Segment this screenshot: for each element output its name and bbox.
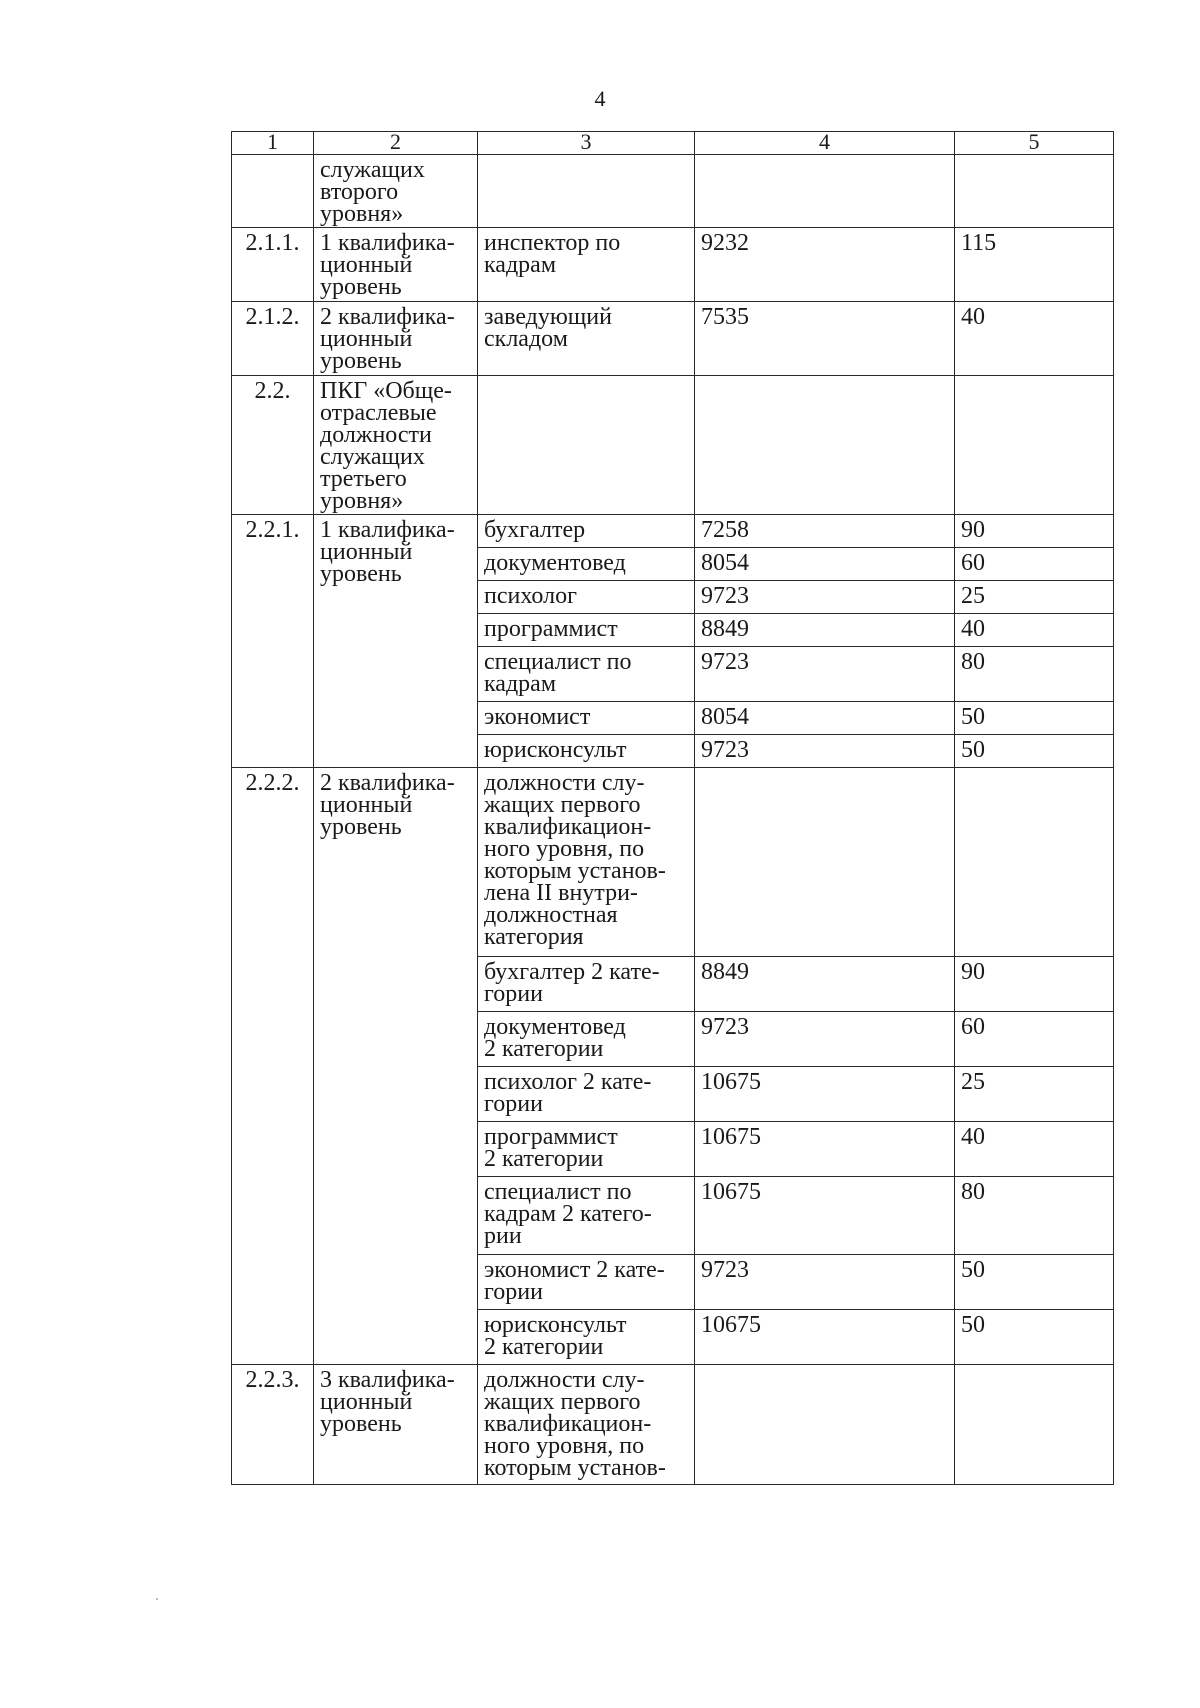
- column-number-4: 4: [695, 132, 955, 155]
- staff-positions-table: [231, 131, 1114, 1485]
- value-cell: 9723: [695, 735, 955, 768]
- value-cell: 50: [955, 702, 1114, 735]
- value-cell: 10675: [695, 1122, 955, 1177]
- qualification-level-cell: 1 квалифика- ционный уровень: [314, 228, 478, 302]
- value-cell: 115: [955, 228, 1114, 302]
- position-cell: инспектор по кадрам: [478, 228, 695, 302]
- value-cell: 8849: [695, 957, 955, 1012]
- position-cell: должности слу- жащих первого квалификацион- ного уровня, по которым установ- лена II внутри- должностная категория: [478, 768, 695, 957]
- position-cell: должности слу- жащих первого квалификацион- ного уровня, по которым установ-: [478, 1365, 695, 1485]
- qualification-level-cell: 3 квалифика- ционный уровень: [314, 1365, 478, 1485]
- qualification-group-cell: служащих второго уровня»: [314, 155, 478, 228]
- qualification-level-cell: 1 квалифика- ционный уровень: [314, 515, 478, 768]
- value-cell: 40: [955, 614, 1114, 647]
- value-cell: 9723: [695, 581, 955, 614]
- value-cell: [695, 768, 955, 957]
- value-cell: 40: [955, 302, 1114, 376]
- row-code-cell: 2.2.3.: [232, 1365, 314, 1485]
- value-cell: 8054: [695, 702, 955, 735]
- position-cell: документовед 2 категории: [478, 1012, 695, 1067]
- row-code-cell: 2.1.1.: [232, 228, 314, 302]
- column-number-header-row: [232, 132, 1114, 155]
- value-cell: 9723: [695, 647, 955, 702]
- value-cell: 80: [955, 1177, 1114, 1255]
- value-cell: 60: [955, 1012, 1114, 1067]
- value-cell: [955, 768, 1114, 957]
- position-cell: психолог: [478, 581, 695, 614]
- value-cell: 9232: [695, 228, 955, 302]
- value-cell: [955, 1365, 1114, 1485]
- qualification-level-cell: 2 квалифика- ционный уровень: [314, 302, 478, 376]
- position-cell: программист 2 категории: [478, 1122, 695, 1177]
- position-cell: экономист 2 кате- гории: [478, 1255, 695, 1310]
- table-row: [232, 768, 1114, 957]
- row-code-cell: 2.2.: [232, 376, 314, 515]
- value-cell: 25: [955, 1067, 1114, 1122]
- value-cell: 9723: [695, 1012, 955, 1067]
- column-number-3: 3: [478, 132, 695, 155]
- value-cell: 10675: [695, 1310, 955, 1365]
- value-cell: 80: [955, 647, 1114, 702]
- position-cell: программист: [478, 614, 695, 647]
- position-cell: бухгалтер 2 кате- гории: [478, 957, 695, 1012]
- column-number-5: 5: [955, 132, 1114, 155]
- value-cell: 50: [955, 1310, 1114, 1365]
- position-cell: [478, 155, 695, 228]
- value-cell: 10675: [695, 1177, 955, 1255]
- row-code-cell: 2.1.2.: [232, 302, 314, 376]
- page-number: 4: [594, 86, 606, 111]
- value-cell: 7258: [695, 515, 955, 548]
- value-cell: [955, 376, 1114, 515]
- value-cell: 60: [955, 548, 1114, 581]
- row-code-cell: [232, 155, 314, 228]
- value-cell: [695, 155, 955, 228]
- position-cell: юрисконсульт 2 категории: [478, 1310, 695, 1365]
- value-cell: 50: [955, 735, 1114, 768]
- table-row: [232, 376, 1114, 515]
- column-number-1: 1: [232, 132, 314, 155]
- row-code-cell: 2.2.1.: [232, 515, 314, 768]
- column-number-2: 2: [314, 132, 478, 155]
- table-row: [232, 515, 1114, 548]
- value-cell: 90: [955, 957, 1114, 1012]
- qualification-group-cell: ПКГ «Обще- отраслевые должности служащих третьего уровня»: [314, 376, 478, 515]
- value-cell: [695, 1365, 955, 1485]
- table-row: [232, 155, 1114, 228]
- position-cell: документовед: [478, 548, 695, 581]
- qualification-level-cell: 2 квалифика- ционный уровень: [314, 768, 478, 1365]
- value-cell: [955, 155, 1114, 228]
- row-code-cell: 2.2.2.: [232, 768, 314, 1365]
- value-cell: [695, 376, 955, 515]
- position-cell: экономист: [478, 702, 695, 735]
- value-cell: 25: [955, 581, 1114, 614]
- position-cell: психолог 2 кате- гории: [478, 1067, 695, 1122]
- position-cell: заведующий складом: [478, 302, 695, 376]
- table-row: [232, 228, 1114, 302]
- scan-speck: [156, 1598, 158, 1600]
- value-cell: 7535: [695, 302, 955, 376]
- position-cell: специалист по кадрам 2 катего- рии: [478, 1177, 695, 1255]
- value-cell: 90: [955, 515, 1114, 548]
- table-row: [232, 1365, 1114, 1485]
- value-cell: 40: [955, 1122, 1114, 1177]
- value-cell: 8849: [695, 614, 955, 647]
- position-cell: специалист по кадрам: [478, 647, 695, 702]
- value-cell: 8054: [695, 548, 955, 581]
- value-cell: 50: [955, 1255, 1114, 1310]
- position-cell: юрисконсульт: [478, 735, 695, 768]
- value-cell: 10675: [695, 1067, 955, 1122]
- value-cell: 9723: [695, 1255, 955, 1310]
- position-cell: [478, 376, 695, 515]
- position-cell: бухгалтер: [478, 515, 695, 548]
- table-row: [232, 302, 1114, 376]
